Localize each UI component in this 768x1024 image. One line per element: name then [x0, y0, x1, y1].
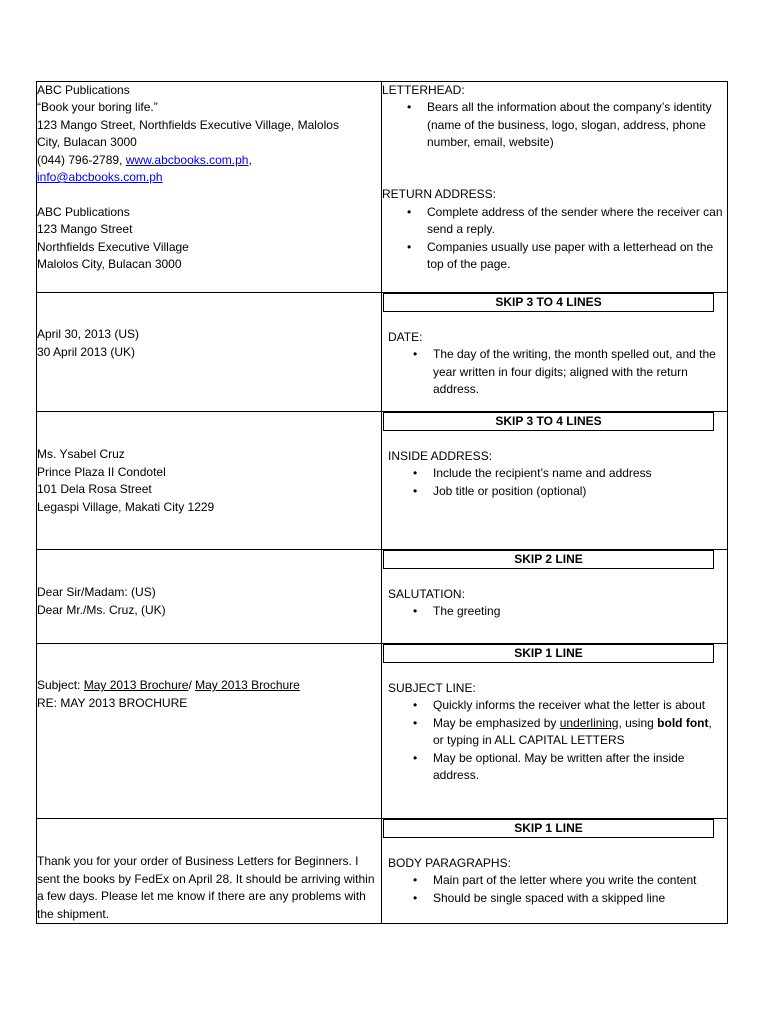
email-link[interactable]: info@abcbooks.com.ph: [37, 170, 163, 185]
company-phone: (044) 796-2789,: [37, 152, 126, 167]
skip-lines-label: SKIP 1 LINE: [383, 644, 714, 663]
salutation-us: Dear Sir/Madam: (US): [37, 585, 156, 600]
return-address-line: 123 Mango Street: [37, 222, 133, 237]
return-address-line: Northfields Executive Village: [37, 239, 189, 254]
bullet-item: • Complete address of the sender where the receiver can send a reply.: [427, 204, 727, 239]
bullet-item: • Companies usually use paper with a letterhead on the top of the page.: [427, 239, 727, 274]
bullet-list: [388, 603, 721, 620]
skip-lines-label: SKIP 2 LINE: [383, 550, 714, 569]
company-name: ABC Publications: [37, 83, 130, 97]
letterhead-notes-cell: [382, 82, 728, 293]
bullet-item: • Main part of the letter where you write the content: [433, 872, 721, 889]
bullet-list: [388, 465, 721, 500]
skip-lines-label: SKIP 1 LINE: [383, 819, 714, 838]
recipient-line: Prince Plaza II Condotel: [37, 464, 166, 479]
bullet-item: • Should be single spaced with a skipped line: [433, 890, 721, 907]
skip-lines-label: SKIP 3 TO 4 LINES: [383, 412, 714, 431]
date-notes-cell: [382, 293, 728, 412]
date-example-cell: [37, 293, 382, 412]
bullet-list: [382, 99, 727, 151]
section-heading: SUBJECT LINE:: [388, 681, 476, 695]
contact-line: [37, 152, 381, 169]
skip-lines-label: SKIP 3 TO 4 LINES: [383, 293, 714, 312]
bullet-item: • Include the recipient’s name and address: [433, 465, 721, 482]
return-address-line: Malolos City, Bulacan 3000: [37, 257, 182, 272]
subject-underlined: May 2013 Brochure: [83, 678, 189, 693]
subject-notes-cell: [382, 644, 728, 819]
row-salutation: [37, 550, 728, 644]
bullet-item: • May be optional. May be written after the inside address.: [433, 750, 721, 785]
row-letterhead: [37, 82, 728, 293]
salutation-example-cell: [37, 550, 382, 644]
recipient-line: 101 Dela Rosa Street: [37, 482, 152, 497]
bullet-item: • The greeting: [433, 603, 721, 620]
subject-line: Subject: May 2013 Brochure/ May 2013 Brochure: [37, 678, 300, 693]
recipient-line: Ms. Ysabel Cruz: [37, 447, 125, 462]
bullet-item: • Quickly informs the receiver what the letter is about: [433, 697, 721, 714]
section-heading: LETTERHEAD:: [382, 83, 465, 97]
subject-caps: RE: MAY 2013 BROCHURE: [37, 695, 188, 710]
subject-underlined: May 2013 Brochure: [195, 678, 300, 693]
row-date: [37, 293, 728, 412]
letter-parts-table: [36, 81, 728, 924]
inside-address-example-cell: [37, 412, 382, 550]
bullet-item: • The day of the writing, the month spelled out, and the year written in four digits; aligned with the return address.: [433, 346, 721, 398]
salutation-notes-cell: [382, 550, 728, 644]
company-address-line: 123 Mango Street, Northfields Executive Village, Malolos: [37, 117, 339, 132]
section-heading: BODY PARAGRAPHS:: [388, 856, 511, 870]
salutation-uk: Dear Mr./Ms. Cruz, (UK): [37, 602, 166, 617]
bullet-item: • Bears all the information about the company’s identity (name of the business, logo, slogan, address, phone number, email, website): [427, 99, 727, 151]
subject-example-cell: [37, 644, 382, 819]
website-link[interactable]: www.abcbooks.com.ph: [125, 152, 249, 167]
row-subject-line: [37, 644, 728, 819]
company-slogan: “Book your boring life.”: [37, 100, 158, 115]
bullet-item: • Job title or position (optional): [433, 483, 721, 500]
letterhead-example-cell: [37, 82, 382, 293]
body-paragraph: Thank you for your order of Business Letters for Beginners. I sent the books by FedEx on April 28. It should be arriving within a few days. Please let me know if there are any problems with the shipment.: [37, 854, 375, 921]
bullet-list: [388, 697, 721, 784]
inside-address-notes-cell: [382, 412, 728, 550]
row-body-paragraphs: [37, 819, 728, 924]
recipient-line: Legaspi Village, Makati City 1229: [37, 499, 215, 514]
bullet-list: [388, 346, 721, 398]
date-uk: 30 April 2013 (UK): [37, 344, 136, 359]
company-address-line: City, Bulacan 3000: [37, 135, 137, 150]
bullet-item: • May be emphasized by underlining, using bold font, or typing in ALL CAPITAL LETTERS: [433, 715, 721, 750]
section-heading: DATE:: [388, 330, 423, 344]
row-inside-address: [37, 412, 728, 550]
date-us: April 30, 2013 (US): [37, 327, 140, 342]
section-heading: INSIDE ADDRESS:: [388, 449, 493, 463]
comma-separator: ,: [248, 152, 252, 167]
bullet-list: [388, 872, 721, 907]
section-heading: SALUTATION:: [388, 587, 465, 601]
bullet-list: [382, 204, 727, 274]
body-notes-cell: [382, 819, 728, 924]
section-heading: RETURN ADDRESS:: [382, 187, 497, 202]
body-example-cell: [37, 819, 382, 924]
return-address-line: ABC Publications: [37, 204, 130, 219]
